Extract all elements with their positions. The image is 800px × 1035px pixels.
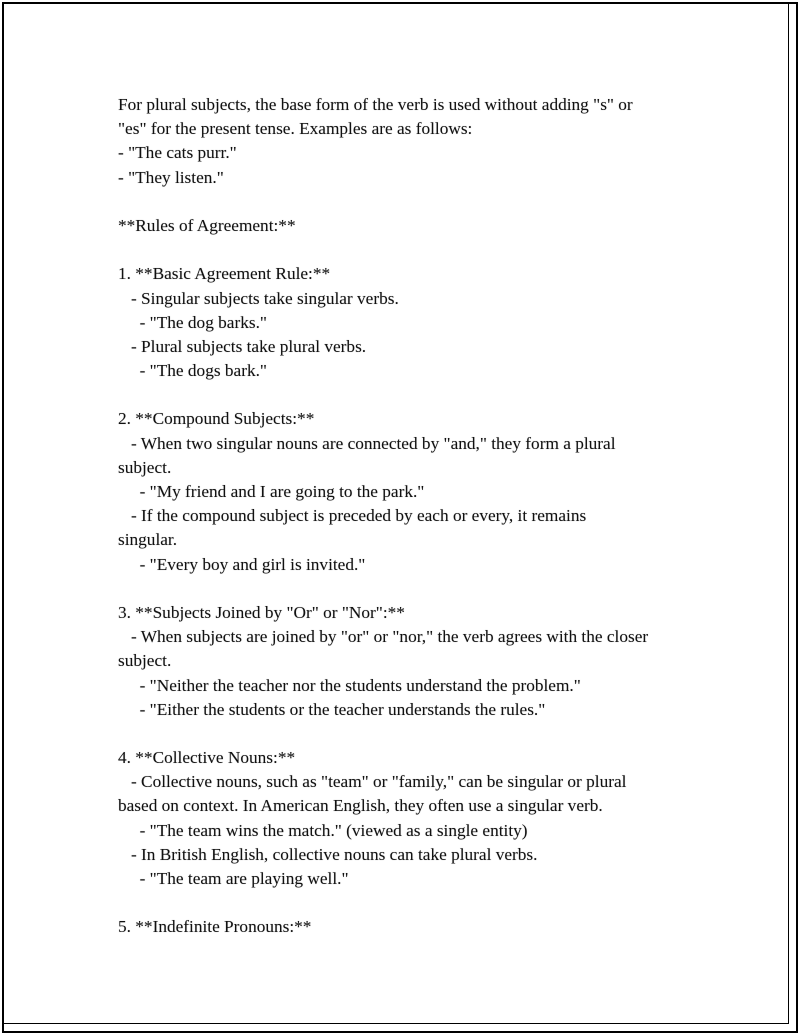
blank-line	[118, 383, 698, 407]
text-line: "es" for the present tense. Examples are as follows:	[118, 119, 473, 139]
document-body	[118, 93, 698, 940]
text-line: - "Every boy and girl is invited."	[118, 554, 366, 574]
blank-line	[118, 190, 698, 214]
text-line: 4. **Collective Nouns:**	[118, 748, 296, 768]
text-line: - "The dog barks."	[118, 312, 267, 332]
blank-line	[118, 577, 698, 601]
text-line: based on context. In American English, they often use a singular verb.	[118, 796, 603, 816]
text-line: - "They listen."	[118, 167, 224, 187]
text-line: - In British English, collective nouns can take plural verbs.	[118, 844, 538, 864]
text-line: - When subjects are joined by "or" or "nor," the verb agrees with the closer	[118, 627, 649, 647]
text-line: - When two singular nouns are connected by "and," they form a plural	[118, 433, 616, 453]
text-line: - "The team are playing well."	[118, 869, 349, 888]
text-line: For plural subjects, the base form of the verb is used without adding "s" or	[118, 95, 633, 114]
blank-line	[118, 891, 698, 915]
text-line: subject.	[118, 651, 172, 671]
text-line: - Collective nouns, such as "team" or "family," can be singular or plural	[118, 772, 627, 792]
text-line: - Plural subjects take plural verbs.	[118, 336, 367, 356]
text-line: **Rules of Agreement:**	[118, 215, 296, 235]
blank-line	[118, 238, 698, 262]
text-line: - "The team wins the match." (viewed as a single entity)	[118, 820, 528, 840]
text-line: 5. **Indefinite Pronouns:**	[118, 917, 312, 937]
text-line: - If the compound subject is preceded by each or every, it remains	[118, 506, 587, 526]
text-line: 3. **Subjects Joined by "Or" or "Nor":**	[118, 602, 405, 622]
text-line: - "The dogs bark."	[118, 361, 267, 381]
text-line: 1. **Basic Agreement Rule:**	[118, 264, 331, 284]
text-line: - "Either the students or the teacher understands the rules."	[118, 699, 546, 719]
text-line: subject.	[118, 457, 172, 477]
text-line: - Singular subjects take singular verbs.	[118, 288, 399, 308]
blank-line	[118, 722, 698, 746]
text-line: - "Neither the teacher nor the students understand the problem."	[118, 675, 581, 695]
text-line: singular.	[118, 530, 178, 550]
text-line: 2. **Compound Subjects:**	[118, 409, 315, 429]
text-line: - "The cats purr."	[118, 143, 237, 163]
text-line: - "My friend and I are going to the park."	[118, 482, 425, 501]
